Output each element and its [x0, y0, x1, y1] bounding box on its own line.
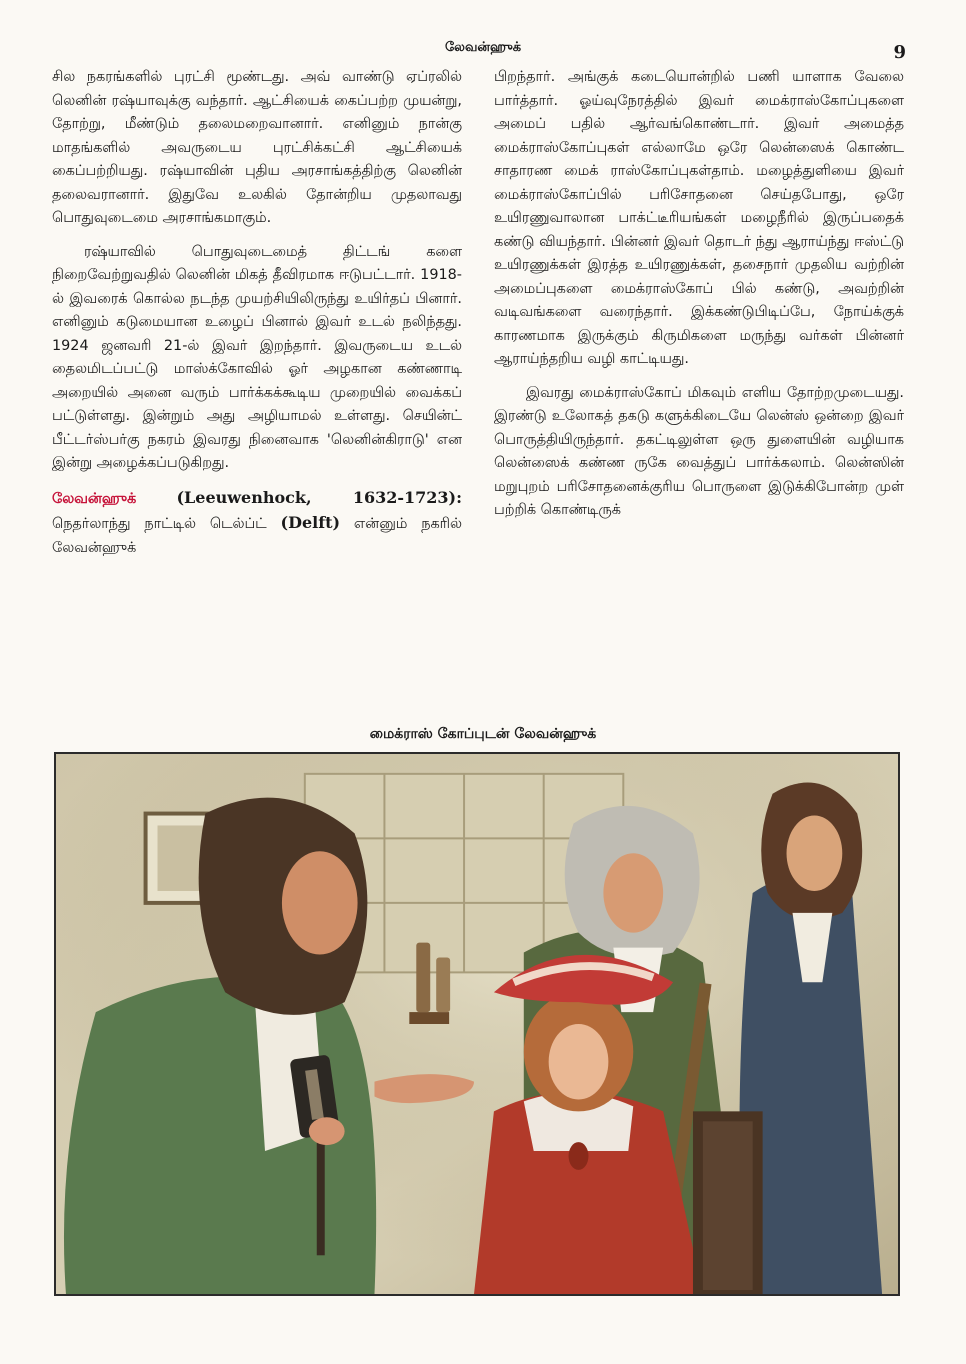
painting — [56, 754, 898, 1294]
running-title: லேவன்ஹுக் — [444, 40, 522, 55]
entry-place-name: (Delft) — [280, 513, 341, 532]
entry-text: என்னும் நகரில் லேவன்ஹுக் — [52, 516, 462, 556]
page-number: 9 — [893, 42, 906, 63]
entry-paragraph — [52, 486, 462, 561]
paragraph: பிறந்தார். அங்குக் கடையொன்றில் பணி யாளாக வேலை பார்த்தார். ஓய்வுநேரத்தில் இவர் மைக்ராஸ்கோப்புகளை அமைப் பதில் ஆர்வங்கொண்டார். இவர் அமைத்த மைக்ராஸ்கோப்புகள் எல்லாமே ஒரே லென்ஸைக் கொண்ட சாதாரண மைக் ராஸ்கோப்புகள்தாம். மழைத்துளியை இவர் மைக்ராஸ்கோப்பில் பரிசோதனை செய்தபோது, ஒரே உயிரணுவாலான பாக்ட்டீரியங்கள் மழைநீரில் இருப்பதைக் கண்டு வியந்தார். பின்னர் இவர் தொடர் ந்து ஆராய்ந்து ஈஸ்ட்டு உயிரணுக்கள் இரத்த உயிரணுக்கள், தசைநார் முதலிய வற்றின் அமைப்புகளை மைக்ராஸ்கோப் பில் கண்டு, அவற்றின் வடிவங்களை வரைந்தார். இக்கண்டுபிடிப்பே, நோய்க்குக் காரணமாக இருக்கும் கிருமிகளை மருந்து வர்கள் பின்னர் ஆராய்ந்தறிய வழி காட்டியது. — [494, 69, 904, 367]
entry-latin-name: (Leeuwenhock, 1632-1723): — [176, 487, 462, 507]
paragraph: இவரது மைக்ராஸ்கோப் மிகவும் எளிய தோற்றமுடையது. இரண்டு உலோகத் தகடு களுக்கிடையே லென்ஸ் ஒன்றை இவர் பொருத்தியிருந்தார். தகட்டிலுள்ள ஒரு துளையின் வழியாக லென்ஸைக் கண்ண ருகே வைத்துப் பார்க்கலாம். லென்ஸின் மறுபுறம் பரிசோதனைக்குரிய பொருளை இடுக்கிபோன்ற முள் பற்றிக் கொண்டிருக் — [494, 384, 904, 518]
entry-heading: லேவன்ஹுக் — [52, 490, 137, 507]
right-column — [494, 66, 904, 523]
paragraph: ரஷ்யாவில் பொதுவுடைமைத் திட்டங் களை நிறைவேற்றுவதில் லெனின் மிகத் தீவிரமாக ஈடுபட்டார். 1918-ல் இவரைக் கொல்ல நடந்த முயற்சியிலிருந்து உயிர்தப் பினார். எனினும் கடுமையான உழைப் பினால் இவர் உடல் நலிந்தது. 1924 ஜனவரி 21-ல் இவர் இறந்தார். இவருடைய உடல் தைலமிடப்பட்டு மாஸ்க்கோவில் ஓர் அழகான கண்ணாடி அறையில் அனை வரும் பார்க்கக்கூடிய முறையில் வைக்கப் பட்டுள்ளது. இன்றும் அது அழியாமல் உள்ளது. செயின்ட் பீட்டர்ஸ்பர்கு நகரம் இவரது நினைவாக 'லெனின்கிராடு' என இன்று அழைக்கப்படுகிறது. — [52, 243, 462, 471]
paragraph: சில நகரங்களில் புரட்சி மூண்டது. அவ் வாண்டு ஏப்ரலில் லெனின் ரஷ்யாவுக்கு வந்தார். ஆட்சியைக் கைப்பற்ற முயன்று, தோற்று, மீண்டும் தலைமறைவானார். எனினும் நான்கு மாதங்களில் அவருடைய புரட்சிக்கட்சி ஆட்சியைக் கைப்பற்றியது. ரஷ்யாவின் புதிய அரசாங்கத்திற்கு லெனின் தலைவரானார். இதுவே உலகில் தோன்றிய முதலாவது பொதுவுடைமை அரசாங்கமாகும். — [52, 69, 462, 226]
entry-text: நெதர்லாந்து நாட்டில் டெல்ப்ட் — [52, 516, 267, 532]
illustration-leeuwenhoek-with-microscope — [54, 752, 900, 1296]
chair — [693, 1111, 763, 1294]
left-column — [52, 66, 462, 560]
figure-caption: மைக்ராஸ் கோப்புடன் லேவன்ஹுக் — [369, 726, 597, 742]
